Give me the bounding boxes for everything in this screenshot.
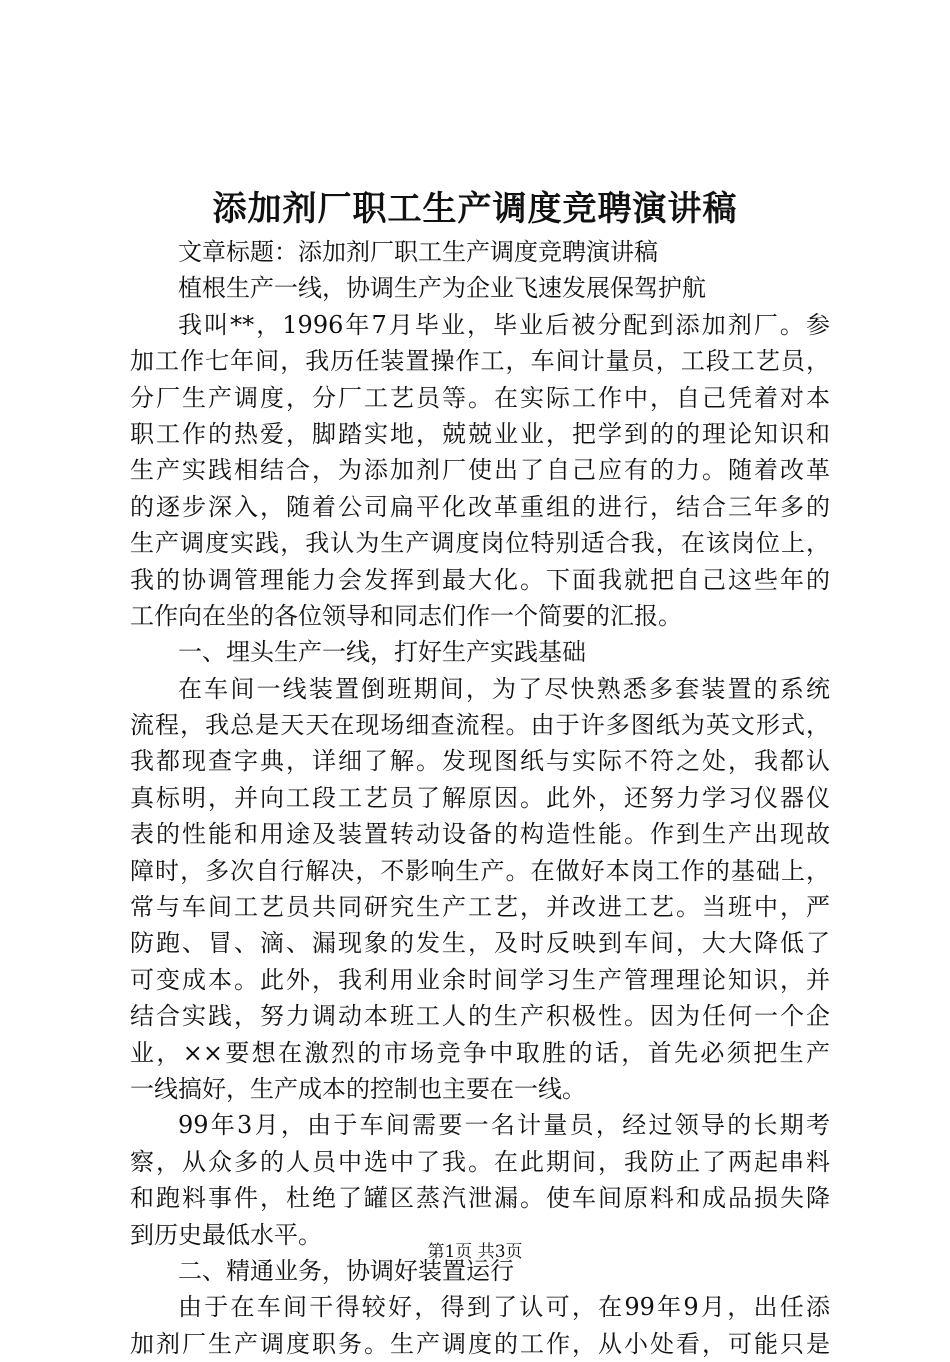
body-line: 在车间一线装置倒班期间，为了尽快熟悉多套装置的系统 [178,674,830,703]
body-line: 和跑料事件，杜绝了罐区蒸汽泄漏。使车间原料和成品损失降 [130,1184,830,1213]
document-title: 添加剂厂职工生产调度竞聘演讲稿 [212,189,738,229]
body-line: 生产调度实践，我认为生产调度岗位特别适合我，在该岗位上， [130,529,830,558]
body-line: 二、精通业务，协调好装置运行 [178,1256,514,1285]
body-line: 植根生产一线，协调生产为企业飞速发展保驾护航 [178,274,706,303]
body-line: 文章标题：添加剂厂职工生产调度竞聘演讲稿 [178,238,658,266]
body-line: 真标明，并向工段工艺员了解原因。此外，还努力学习仪器仪 [130,783,830,812]
body-line: 一线搞好，生产成本的控制也主要在一线。 [130,1074,586,1103]
body-line: 察，从众多的人员中选中了我。在此期间，我防止了两起串料 [130,1147,830,1176]
page-footer: 第1页 共3页 [427,1242,523,1262]
body-line: 我叫**，1996年7月毕业，毕业后被分配到添加剂厂。参 [178,310,830,339]
body-line: 表的性能和用途及装置转动设备的构造性能。作到生产出现故 [130,820,830,849]
body-line: 加剂厂生产调度职务。生产调度的工作，从小处看，可能只是 [130,1329,830,1358]
body-line: 一、埋头生产一线，打好生产实践基础 [178,638,586,667]
body-line: 我都现查字典，详细了解。发现图纸与实际不符之处，我都认 [130,747,830,776]
body-line: 业，××要想在激烈的市场竞争中取胜的话，首先必须把生产 [130,1038,830,1067]
body-line: 职工作的热爱，脚踏实地，兢兢业业，把学到的的理论知识和 [130,419,830,448]
body-line: 防跑、冒、滴、漏现象的发生，及时反映到车间，大大降低了 [130,929,830,958]
body-line: 分厂生产调度，分厂工艺员等。在实际工作中，自己凭着对本 [130,383,830,412]
body-line: 生产实践相结合，为添加剂厂使出了自己应有的力。随着改革 [130,456,830,485]
body-line: 可变成本。此外，我利用业余时间学习生产管理理论知识，并 [130,965,830,994]
body-line: 流程，我总是天天在现场细查流程。由于许多图纸为英文形式， [130,711,830,740]
body-line: 99年3月，由于车间需要一名计量员，经过领导的长期考 [178,1111,830,1140]
body-line: 的逐步深入，随着公司扁平化改革重组的进行，结合三年多的 [130,492,830,521]
body-line: 加工作七年间，我历任装置操作工，车间计量员，工段工艺员， [130,347,830,376]
document-body [130,234,830,1362]
body-line: 常与车间工艺员共同研究生产工艺，并改进工艺。当班中，严 [130,893,830,922]
body-line: 由于在车间干得较好，得到了认可，在99年9月，出任添 [178,1293,830,1322]
body-line: 我的协调管理能力会发挥到最大化。下面我就把自己这些年的 [130,565,830,594]
body-line: 结合实践，努力调动本班工人的生产积极性。因为任何一个企 [130,1002,830,1031]
body-line: 到历史最低水平。 [130,1220,322,1249]
body-line: 工作向在坐的各位领导和同志们作一个简要的汇报。 [130,601,682,630]
body-line: 障时，多次自行解决，不影响生产。在做好本岗工作的基础上， [130,856,830,885]
